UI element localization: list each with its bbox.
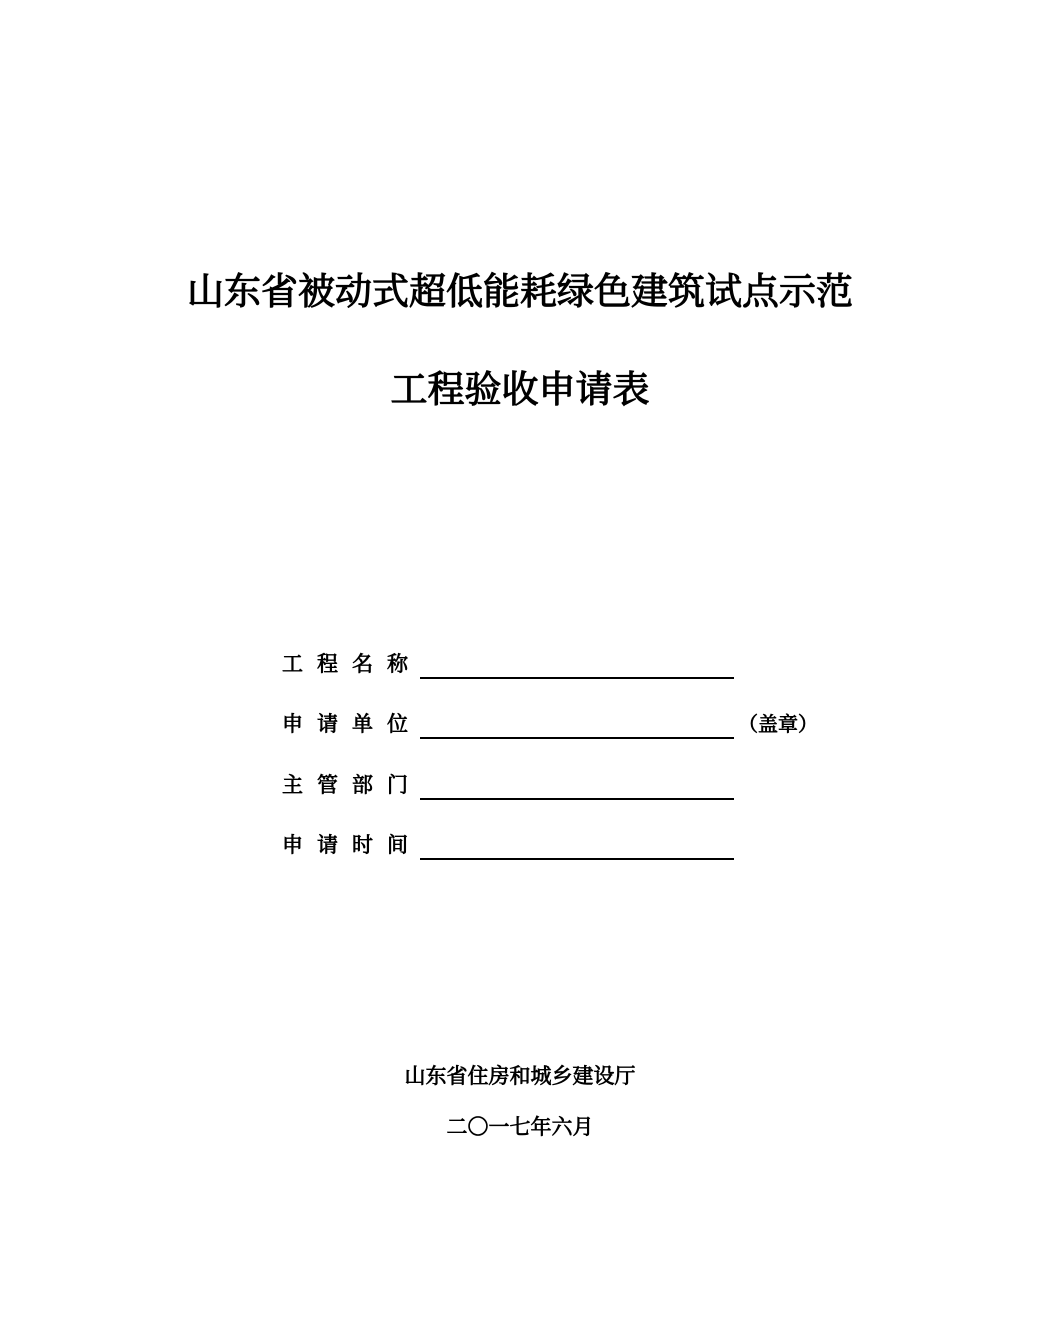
supervising-department-blank-line — [420, 798, 734, 800]
issuing-authority: 山东省住房和城乡建设厅 — [404, 1063, 636, 1088]
application-time-blank-line — [420, 858, 734, 860]
applicant-unit-blank-line — [420, 737, 734, 739]
applicant-unit-label: 申请单位 — [282, 711, 422, 736]
issue-date: 二〇一七年六月 — [446, 1114, 594, 1139]
project-name-label: 工程名称 — [282, 651, 422, 676]
seal-note: （盖章） — [738, 712, 818, 736]
application-time-label: 申请时间 — [282, 832, 422, 857]
form-row-application-time — [282, 832, 734, 862]
supervising-department-label: 主管部门 — [282, 772, 422, 797]
project-name-blank-line — [420, 677, 734, 679]
document-title-line-2: 工程验收申请表 — [390, 367, 650, 411]
document-title-line-1: 山东省被动式超低能耗绿色建筑试点示范 — [187, 269, 853, 313]
form-row-supervising-department — [282, 772, 734, 802]
form-row-project-name — [282, 651, 734, 681]
form-row-applicant-unit — [282, 711, 818, 741]
